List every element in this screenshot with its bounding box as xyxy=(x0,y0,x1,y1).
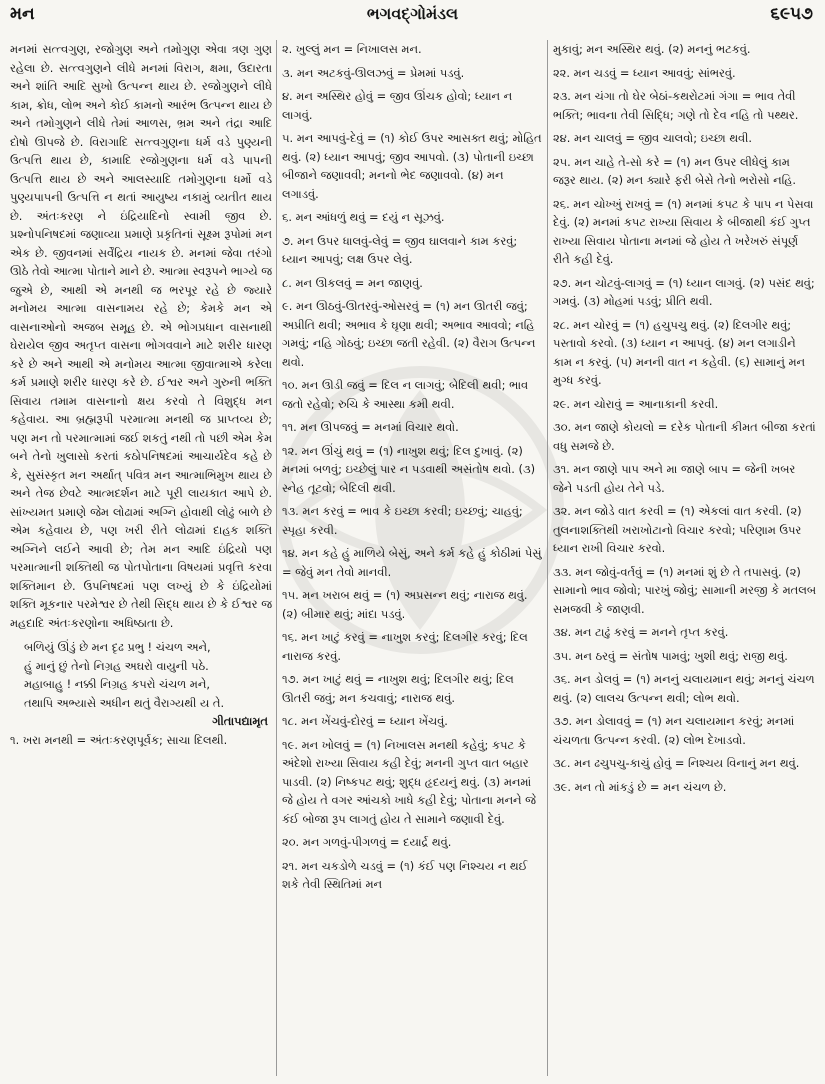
dictionary-entry: ૩૫. મન ઠરવું = સંતોષ પામવું; ખુશી થવું; રાજી થવું. xyxy=(553,648,788,663)
dictionary-entry: ૩૪. મન ટાઢું કરવું = મનને તૃપ્ત કરવું. xyxy=(553,625,729,639)
dictionary-entry: ૧૨. મન ઊંચું થવું = (૧) નાખુશ થવું; દિલ દુખાવું. (૨) મનમાં બળવું; ઇચ્છેલું પાર ન પડવાથી અસંતોષ થવો. (૩) સ્નેહ તૂટવો; બેદિલી થવી. xyxy=(282,443,536,495)
column-2 xyxy=(282,40,542,1076)
dictionary-entry: ૧૪. મન કહે હું માળિયે બેસું, અને કર્મ કહે હું કોઠીમાં પેસું = જેવું મન તેવો માનવી. xyxy=(282,546,542,579)
intro-text xyxy=(10,40,272,632)
page-number: ૬૯૫૭ xyxy=(770,4,813,24)
dictionary-entry: ૮. મન ઊકલવું = મન જાણવું. xyxy=(282,275,423,290)
dictionary-entry: ૧૯. મન ખોલવું = (૧) નિખાલસ મનથી કહેવું; કપટ કે અંદેશો રાખ્યા સિવાય કહી દેવું; મનની ગુપ્ત વાત બહાર પાડવી. (૨) નિષ્કપટ થવું; શુદ્ધ હૃદયનું થવું. (૩) મનમાં જે હોય તે વગર આંચકો ખાધે કહી દેવું; પોતાના મનને જે કંઈ બોજા રૂપ લાગતું હોય તે સામાને જણાવી દેવું. xyxy=(282,737,536,826)
dictionary-entry: ૨૦. મન ગળવું-પીગળવું = દયાર્દ્ર થવું. xyxy=(282,835,452,849)
dictionary-entry: ૩૨. મન જોડે વાત કરવી = (૧) એકલાં વાત કરવી. (૨) તુલનાશક્તિથી ખરાખોટાનો વિચાર કરવો; પરિણામ ઉપર ધ્યાન રાખી વિચાર કરવો. xyxy=(553,504,802,555)
dictionary-entry: ૨૨. મન ચડવું = ધ્યાન આવવું; સાંભરવું. xyxy=(553,65,736,80)
dictionary-entry: ૧૭. મન ખાટું થવું = નાખુશ થવું; દિલગીર થવું; દિલ ઊતરી જવું; મન કચવાવું; નારાજ થવું. xyxy=(282,672,514,705)
dictionary-entry: ૭. મન ઉપર ધાલવું-લેવું = જીવ ઘાલવાને કામ કરવું; ધ્યાન આપવું; લક્ષ ઉપર લેવું. xyxy=(282,233,518,266)
dictionary-entry: મુકાવું; મન અસ્થિર થવું. (૨) મનનું ભટકવું. xyxy=(553,42,751,56)
dictionary-entry: ૧૦. મન ઊડી જવું = દિલ ન લાગવું; બેદિલી થવી; ભાવ જતો રહેવો; રુચિ કે આસ્થા કમી થવી. xyxy=(282,378,529,411)
dictionary-entry: ૨૭. મન ચોટવું-લાગવું = (૧) ધ્યાન લાગવું. (૨) પસંદ થવું; ગમવું. (૩) મોહમાં પડવું; પ્રીતિ થવી. xyxy=(553,275,815,308)
dictionary-entry: ૯. મન ઊઠવું-ઊતરવું-ઓસરવું = (૧) મન ઊતરી જવું; અપ્રીતિ થવી; અભાવ કે ઘૃણા થવી; અભાવ આવવો; નહિ ગમવું; નહિ ગોઠવું; ઇચ્છા જતી રહેવી. (૨) વૈરાગ ઉત્પન્ન થવો. xyxy=(282,299,536,369)
dictionary-entry: ૩૧. મન જાણે પાપ અને મા જાણે બાપ = જેની ખબર જેને પડતી હોય તેને પડે. xyxy=(553,462,796,495)
dictionary-entry: ૧૬. મન ખાટું કરવું = નાખુશ કરવું; દિલગીર કરવું; દિલ નારાજ કરવું. xyxy=(282,630,528,663)
dictionary-entry: ૨૩. મન ચંગા તો ઘેર બેઠાં-કથરોટમાં ગંગા = ભાવ તેવી ભક્તિ; ભાવના તેવી સિદ્ધિ; ગણે તો દેવ નહિ તો પથ્થર. xyxy=(553,89,799,122)
dictionary-entry: ૨૧. મન ચકડોળે ચડવું = (૧) કંઈ પણ નિશ્ચય ન થઈ શકે તેવી સ્થિતિમાં મન xyxy=(282,858,528,891)
dictionary-entry: ૬. મન આંધળું થવું = દયું ન સૂઝવું. xyxy=(282,210,445,224)
dictionary-entry: ૧૧. મન ઊપજવું = મનમાં વિચાર થવો. xyxy=(282,420,459,434)
dictionary-entry: ૨. ખુલ્લું મન = નિખાલસ મન. xyxy=(282,42,422,56)
dictionary-entry: ૧૮. મન ખેંચવું-દોરવું = ધ્યાન ખેંચવું. xyxy=(282,714,448,728)
dictionary-entry: ૨૪. મન ચાલવું = જીવ ચાલવો; ઇચ્છા થવી. xyxy=(553,131,753,145)
dictionary-entry: ૨૫. મન ચાહે તે-સો કરે = (૧) મન ઉપર લીધેલું કામ જરૂર થાય. (૨) મન ક્યારે ફરી બેસે તેનો ભરોસો નહિ. xyxy=(553,154,796,187)
verse-line: મહાબાહુ ! નક્કી નિગ્રહ કપરો ચંચળ મને, xyxy=(24,677,210,691)
dictionary-entry: ૩૮. મન ઢચુપચુ-કાચું હોવું = નિશ્ચય વિનાનું મન થવું. xyxy=(553,756,800,770)
headword-left: મન xyxy=(10,4,35,24)
dictionary-entry: ૩૦. મન જાણે કોયલો = દરેક પોતાની કીમત બીજા કરતાં વધુ સમજે છે. xyxy=(553,420,816,453)
dictionary-entry: ૩૬. મન ડોલવું = (૧) મનનું ચલાયમાન થવું; મનનું ચંચળ થવું. (૨) લાલચ ઉત્પન્ન થવી; લોભ થવો. xyxy=(553,672,815,705)
dictionary-entry: ૪. મન અસ્થિર હોવું = જીવ ઊંચક હોવો; ધ્યાન ન લાગવું. xyxy=(282,89,513,122)
dictionary-entry: ૩. મન અટકવું-ઊલઝવું = પ્રેમમાં પડવું. xyxy=(282,65,465,80)
dictionary-entry: ૩૩. મન જોવું-વર્તવું = (૧) મનમાં શું છે તે તપાસવું. (૨) સામાનો ભાવ જોવો; પારખું જોવું; સામાની મરજી કે મતલબ સમજવી કે જાણવી. xyxy=(553,564,816,616)
dictionary-entry: ૩૯. મન તો માંકડું છે = મન ચંચળ છે. xyxy=(553,779,727,794)
dictionary-entry: ૧. ખરા મનથી = અંતઃકરણપૂર્વક; સાચા દિલથી. xyxy=(10,732,228,747)
dictionary-entry: ૨૯. મન ચોરાવું = આનાકાની કરવી. xyxy=(553,396,719,411)
dictionary-entry: ૧૩. મન કરવું = ભાવ કે ઇચ્છા કરવી; ઇચ્છવું; ચાહવું; સ્પૃહા કરવી. xyxy=(282,504,523,537)
column-divider xyxy=(276,40,277,1076)
book-title: ભગવદ્ગોમંડલ xyxy=(366,4,459,23)
column-1 xyxy=(10,40,272,1076)
verse-line: હું માનું છું તેનો નિગ્રહ અઘરો વાયુની પઠે. xyxy=(24,658,209,673)
dictionary-entry: ૫. મન આપવું-દેવું = (૧) કોઈ ઉપર આસક્ત થવું; મોહિત થવું. (૨) ધ્યાન આપવું; જીવ આપવો. (૩) પોતાની ઇચ્છા બીજાને જણાવવી; મનનો ભેદ જણાવવો. (૪) મન લગાડવું. xyxy=(282,131,542,201)
paragraph: મનમાં સત્ત્વગુણ, રજોગુણ અને તમોગુણ એવા ત્રણ ગુણ રહેલા છે. સત્ત્વગુણને લીધે મનમાં વિરાગ, ક્ષમા, ઉદારતા અને શાંતિ આદિ સુખો ઉત્પન્ન થાય છે. રજોગુણને લીધે કામ, ક્રોધ, લોભ અને કોઈ કામનો આરંભ ઉત્પન્ન થાય છે અને તમોગુણને લીધે તેમાં આળસ, ભ્રમ અને તંદ્રા આદિ દોષો ઊપજે છે. વિરાગાદિ સત્ત્વગુણના ધર્મ વડે પુણ્યની ઉત્પત્તિ થાય છે, કામાદિ રજોગુણના ધર્મ વડે પાપની ઉત્પત્તિ થાય છે અને આલસ્યાદિ તમોગુણના ધર્મો વડે પુણ્યપાપની ઉત્પત્તિ ન થતાં આયુષ્ય નકામું વ્યતીત થાય છે. અંતઃકરણ ને ઇંદ્રિયાદિનો સ્વામી જીવ છે. પ્રશ્નોપનિષદમાં જણાવ્યા પ્રમાણે પ્રકૃતિનાં સૂક્ષ્મ રૂપોમાં મન એક છે. જીવનમાં સર્વેંદ્રિય નાયક છે. મનમાં જેવા તરંગો ઊઠે તેવો આત્મા પોતાને માને છે. આત્મા સ્વરૂપને ભાગ્યે જ જુએ છે, આથી એ મનથી જ ભરપૂર રહે છે જ્યારે મનોમય આત્મા વાસનામય રહે છે; કેમકે મન એ વાસનાઓનો અજબ સમૂહ છે. એ ભોગપ્રધાન વાસનાથી ઘેરાયેલ જીવ અતૃપ્ત વાસના ભોગવવાને માટે શરીર ધારણ કરે છે અને આથી એ મનોમય આત્મા જીવાત્માએ કરેલા કર્મ પ્રમાણે શરીર ધારણ કરે છે. ઈશ્વર અને ગુરુની ભક્તિ સિવાય તમામ વાસનાનો ક્ષય કરવો તે વિશુદ્ધ મન કહેવાય. આ બ્રહ્મરૂપી પરમાત્મા મનથી જ પ્રાપ્તવ્ય છે; પણ મન તો પરમાત્મામાં જઈ શકતું નથી તો પછી એમ કેમ બને તેનો ખુલાસો કરતાં કઠોપનિષદમાં આચાર્યદેવ કહે છે કે, સુસંસ્કૃત મન અર્થાત્ પવિત્ર મન આત્માભિમુખ થાય છે અને તેજ છેવટે આત્મદર્શન માટે પૂરી લાયકાત આપે છે. સાંખ્યમત પ્રમાણે જેમ લોઢામાં અગ્નિ હોવાથી લોઢું બાળે છે એમ કહેવાય છે, પણ ખરી રીતે લોઢામાં દાહક શક્તિ અગ્નિને લઈને આવી છે; તેમ મન આદિ ઇંદ્રિયો પણ પરમાત્માની શક્તિથી જ પોતપોતાના વિષયમાં પ્રવૃત્તિ કરવા શક્તિમાન છે. ઉપનિષદમાં પણ લખ્યું છે કે ઇંદ્રિયોમાં શક્તિ મૂકનાર પરમેશ્વર છે તેથી સિદ્ધ થાય છે કે ઈશ્વર જ મહદાદિ અંતઃકરણોના અધિષ્ઠાતા છે. xyxy=(10,42,272,630)
verse-line: બળિયું ઊંડું છે મન દૃઢ પ્રભુ ! ચંચળ અને, xyxy=(24,640,211,654)
dictionary-entry: ૩૭. મન ડોલાવવું = (૧) મન ચલાયમાન કરવું; મનમાં ચંચળતા ઉત્પન્ન કરવી. (૨) લોભ દેખાડવો. xyxy=(553,714,795,747)
dictionary-entry: ૨૬. મન ચોખ્ખું રાખવું = (૧) મનમાં કપટ કે પાપ ન પેસવા દેવું. (૨) મનમાં કપટ રાખ્યા સિવાય કે બીજાથી કંઈ ગુપ્ત રાખ્યા સિવાય પોતાના મનમાં જે હોય તે ખરેખરું સંપૂર્ણ રીતે કહી દેવું. xyxy=(553,196,814,266)
verse-block xyxy=(24,638,272,731)
column-divider xyxy=(547,40,548,1076)
verse-line: તથાપિ અભ્યાસે અધીન થતું વૈરાગ્યથી ય તે. xyxy=(24,695,225,710)
verse-source: ગીતાપદ્યામૃત xyxy=(212,714,268,728)
dictionary-entry: ૧૫. મન ખરાબ થવું = (૧) અપ્રસન્ન થવું; નારાજ થવું. (૨) બીમાર થવું; માંદા પડવું. xyxy=(282,588,528,621)
page-header xyxy=(0,0,825,34)
dictionary-entry: ૨૮. મન ચોરવું = (૧) હચુપચુ થવું. (૨) દિલગીર થવું; પસ્તાવો કરવો. (૩) ધ્યાન ન આપવું. (૪) મન લગાડીને કામ ન કરવું. (૫) મનની વાત ન કહેવી. (૬) સામાનું મન મુગ્ધ કરવું. xyxy=(553,317,806,387)
column-3 xyxy=(553,40,816,1076)
